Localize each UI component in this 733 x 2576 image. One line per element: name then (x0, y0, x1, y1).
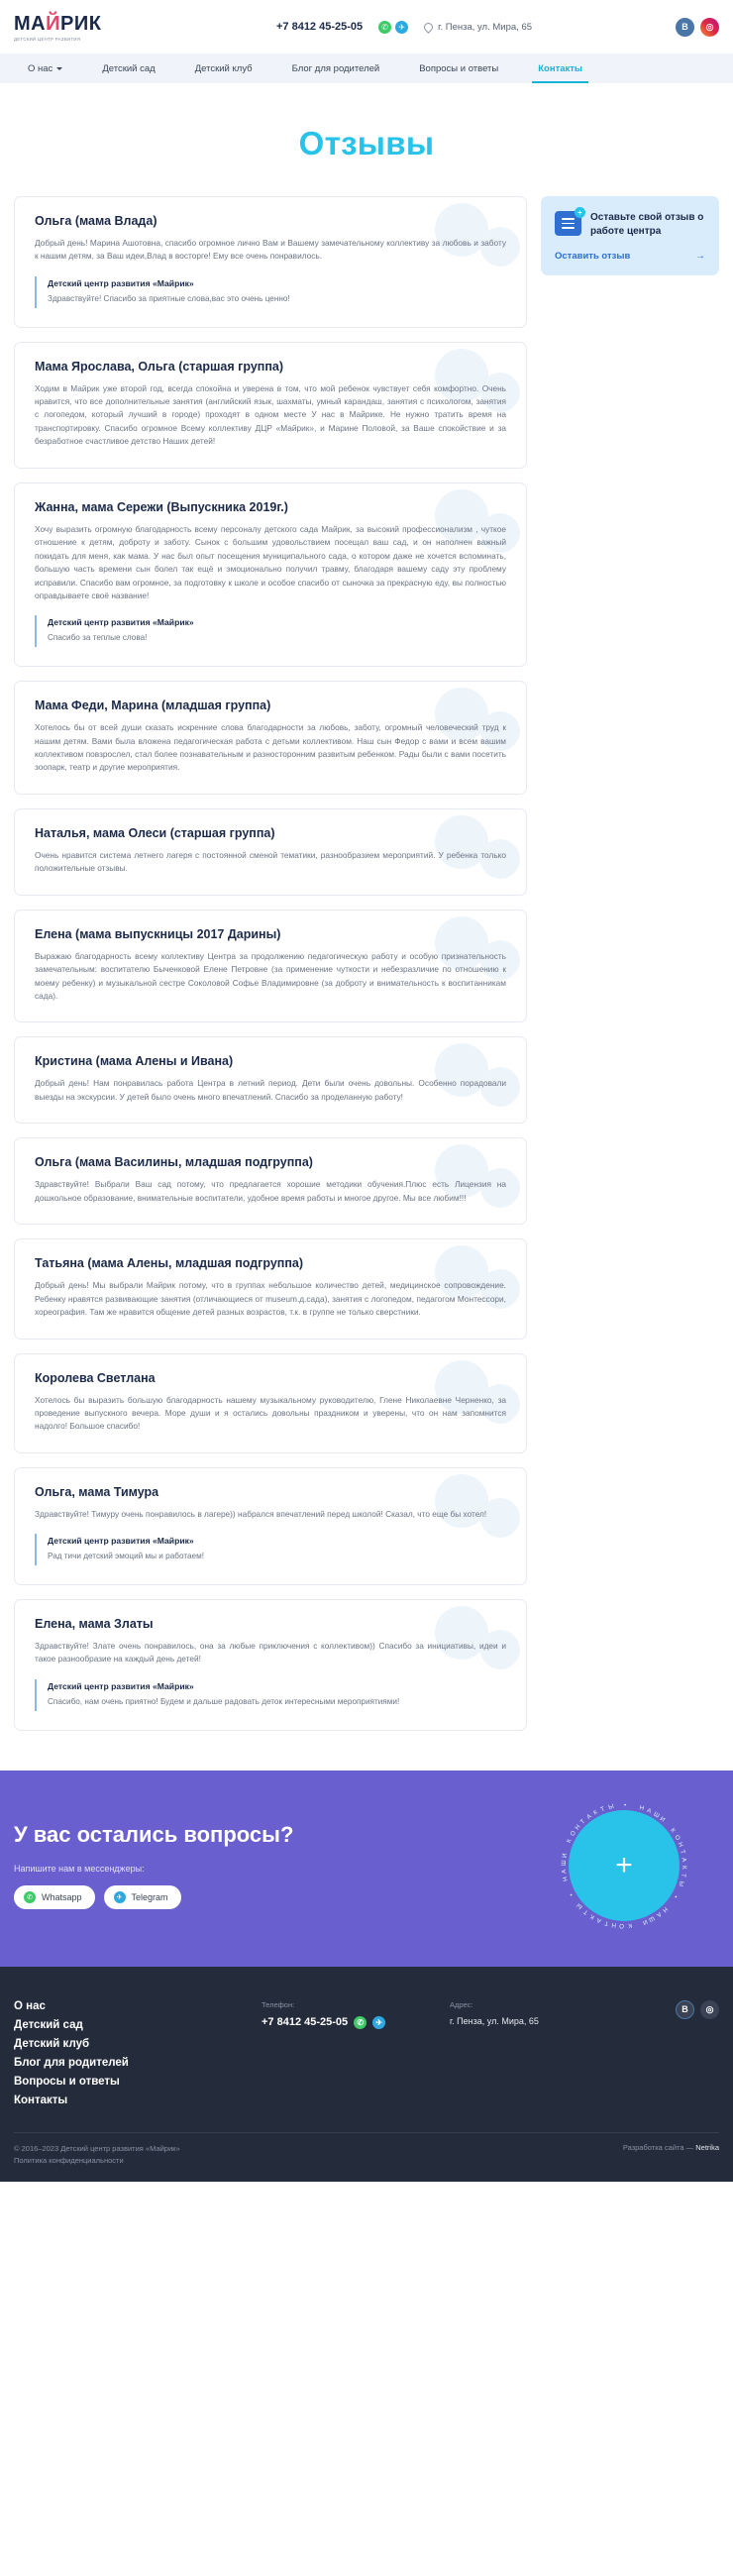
header-social (676, 18, 719, 37)
messenger-button-label: Telegram (131, 1891, 168, 1902)
ring-char: Т (581, 1907, 590, 1916)
review-text: Добрый день! Марина Ашотовна, спасибо огромное лично Вам и Вашему замечательному коллективу за любовь и заботу к нашим детям, за Ваш идеи,Влад в восторге! Ему все очень понравилось. (35, 238, 506, 262)
chevron-down-icon (56, 67, 62, 70)
review-card (14, 1353, 527, 1453)
footer-address-block (450, 2000, 676, 2026)
review-text: Хотелось бы от всей души сказать искренние слова благодарности за любовь, заботу, огромный человеческий труд к нашим детям. Вами была вложена педагогическая работа с детьми коллективом. Наш сын Федор с вами и всем вашим коллективом повзрослел, стал более познавательным и разносторонним развитым ребенком. Рады были с вами посетить зоопарк, театр и другие мероприятия. (35, 722, 506, 773)
ring-char: И (658, 1814, 667, 1824)
nav-item-label: Детский клуб (194, 62, 253, 74)
ring-char: О (618, 1921, 624, 1929)
nav-item-2[interactable] (175, 54, 272, 83)
review-reply (35, 276, 506, 308)
ring-char: О (569, 1829, 578, 1838)
telegram-icon[interactable]: ✈ (372, 2016, 385, 2029)
reply-text: Здравствуйте! Спасибо за приятные слова,ваc это очень ценно! (48, 293, 290, 303)
review-text: Очень нравится система летнего лагеря с постоянной сменой тематики, разнообразием мероприятий. У ребенка только положительные отзывы. (35, 849, 506, 874)
review-author: Королева Светлана (35, 1370, 156, 1385)
review-card (14, 808, 527, 896)
review-text: Хочу выразить огромную благодарность всему персоналу детского сада Майрик, за высокий профессионализм , чуткое отношение к детям, доброту и заботу. Сынок с большим удовольствием посещал ваш сад, и он наполнен важный покидать для меня, как мама. У нас был опыт посещения муниципального сада, о котором даже не хочется вспоминать, большую часть времени сын болел так ещё и эмоционально получил травму, благодаря вашему саду эту проблему исправили. Спасибо вам огромное, за подготовку к школе и особое спасибо от сыночка за прекрасную еду, вы полностью оправдываете своё название! (35, 523, 506, 600)
nav-item-1[interactable] (82, 54, 174, 83)
content-area (0, 196, 733, 1771)
ring-char: Н (638, 1803, 646, 1812)
ring-char: Т (578, 1817, 587, 1826)
footer-divider (14, 2132, 719, 2133)
reply-text: Спасибо, нам очень приятно! Будем и дальше радовать деток интересными мероприятиями! (48, 1696, 400, 1706)
nav-item-label: Блог для родителей (291, 62, 380, 74)
review-author: Ольга (мама Влада) (35, 214, 157, 228)
ring-char: А (560, 1868, 569, 1874)
review-card (14, 681, 527, 795)
review-author: Жанна, мама Сережи (Выпускника 2019г.) (35, 499, 288, 514)
footer-phone[interactable] (262, 2016, 450, 2029)
ring-char: Н (660, 1904, 670, 1914)
footer-social (676, 2000, 719, 2019)
leave-review-title: Оставьте свой отзыв о работе центра (590, 212, 704, 237)
ring-char: • (568, 1890, 576, 1897)
footer-developer (623, 2143, 719, 2152)
review-card (14, 910, 527, 1023)
vk-icon[interactable]: В (676, 18, 694, 37)
logo-subtitle: ДЕТСКИЙ ЦЕНТР РАЗВИТИЯ (14, 36, 81, 42)
nav-item-label: Детский сад (102, 62, 156, 74)
questions-section (0, 1771, 733, 1967)
page-title: Отзывы (298, 125, 435, 161)
footer-address: г. Пенза, ул. Мира, 65 (450, 2015, 539, 2026)
footer-nav-item-3[interactable]: Блог для родителей (14, 2056, 129, 2069)
ring-char: Т (679, 1873, 687, 1878)
reply-author: Детский центр развития «Майрик» (48, 1680, 194, 1691)
header-address (424, 22, 532, 33)
reply-author: Детский центр развития «Майрик» (48, 277, 194, 288)
header-address-text: г. Пенза, ул. Мира, 65 (438, 21, 533, 33)
ring-char: И (561, 1852, 570, 1859)
questions-title: У вас остались вопросы? (14, 1821, 294, 1847)
footer-phone-label: Телефон: (262, 1999, 295, 2009)
developer-label: Разработка сайта — (622, 2142, 694, 2152)
review-author: Татьяна (мама Алены, младшая подгруппа) (35, 1256, 303, 1271)
review-reply (35, 1534, 506, 1565)
plus-icon: + (575, 207, 585, 218)
ring-char: Ш (561, 1859, 568, 1866)
ring-char: И (641, 1917, 649, 1926)
leave-review-card (541, 196, 719, 275)
ring-char: О (673, 1833, 682, 1842)
nav-item-label: О нас (28, 62, 53, 74)
review-card (14, 483, 527, 667)
review-card (14, 342, 527, 469)
ring-char: Ш (647, 1913, 656, 1924)
questions-text-block (14, 1822, 569, 1909)
ring-char: К (565, 1837, 574, 1844)
arrow-right-icon: → (695, 251, 705, 262)
review-text: Хотелось бы выразить большую благодарность нашему музыкальному руководителю, Глене Николаевне Черненко, за проведение выпускного вечера. Море души и я остались довольны праздником и уверены, что он нам запомнится надолго! Большое спасибо! (35, 1394, 506, 1432)
ring-char: Н (610, 1920, 617, 1929)
questions-subtitle: Напишите нам в мессенджеры: (14, 1863, 145, 1874)
ring-char: Т (599, 1804, 607, 1813)
reply-text: Рад тичи детский эмоций мы и работаем! (48, 1552, 204, 1561)
instagram-icon[interactable]: ◎ (700, 18, 719, 37)
leave-review-label: Оставить отзыв (555, 251, 631, 262)
nav-item-4[interactable] (399, 54, 518, 83)
review-author: Елена (мама выпускницы 2017 Дарины) (35, 926, 281, 941)
review-card (14, 1467, 527, 1585)
developer-name[interactable]: Netrika (695, 2142, 719, 2152)
header-contacts (133, 21, 676, 34)
logo-text: МАЙРИК (14, 12, 102, 35)
review-card (14, 1599, 527, 1731)
messenger-button-telegram[interactable] (104, 1885, 181, 1909)
privacy-policy-link[interactable]: Политика конфиденциальности (14, 2156, 124, 2166)
nav-item-0[interactable] (14, 54, 82, 83)
ring-char: К (669, 1826, 678, 1835)
whatsapp-icon[interactable]: ✆ (378, 21, 391, 34)
header-phone[interactable]: +7 8412 45-25-05 (275, 21, 364, 33)
nav-item-5[interactable] (518, 54, 602, 83)
ring-char: А (655, 1909, 663, 1919)
footer-nav-item-5[interactable]: Контакты (14, 2093, 68, 2106)
review-author: Мама Феди, Марина (младшая группа) (35, 698, 271, 713)
main-navigation (0, 54, 733, 83)
nav-item-3[interactable] (272, 54, 400, 83)
plus-big-icon: + (615, 1848, 633, 1881)
ring-char: Н (561, 1875, 570, 1882)
ring-char: К (592, 1808, 599, 1817)
ring-char: Ы (677, 1879, 685, 1887)
ring-char: К (588, 1911, 596, 1920)
ring-char: Н (574, 1822, 582, 1831)
review-card (14, 1137, 527, 1225)
whatsapp-icon[interactable]: ✆ (354, 2016, 366, 2029)
reply-text: Спасибо за теплые слова! (48, 633, 148, 643)
review-text: Добрый день! Мы выбрали Майрик потому, что в группах небольшое количество детей, медицинское сопровождение. Ребенку нравятся развивающие занятия (отличающиеся от museum.д.сада), занятия с логопедом, педагогом Монтессори, хореография. Там же нравится общение детей разных возрастов, т.к. в группе не только сверстники. (35, 1280, 506, 1318)
messenger-button-whatsapp[interactable] (14, 1885, 95, 1909)
ring-char: А (595, 1915, 603, 1924)
ring-char: А (585, 1812, 593, 1821)
footer-copyright: © 2016–2023 Детский центр развития «Майрик» (14, 2143, 180, 2153)
whatsapp-icon: ✆ (24, 1891, 36, 1903)
telegram-icon[interactable]: ✈ (395, 21, 408, 34)
review-reply (35, 1679, 506, 1711)
ring-char: Н (676, 1841, 684, 1849)
leave-review-button[interactable] (555, 251, 705, 262)
top-bar (0, 0, 733, 54)
footer-phone-text: +7 8412 45-25-05 (262, 2016, 349, 2029)
review-author: Ольга (мама Василины, младшая подгруппа) (35, 1155, 313, 1170)
review-reply (35, 615, 506, 647)
ring-char: Ш (652, 1810, 662, 1820)
footer-address-label: Адрес: (450, 1999, 473, 2009)
review-author: Наталья, мама Олеси (старшая группа) (35, 825, 275, 840)
footer-phone-block (262, 2000, 450, 2029)
review-text: Добрый день! Нам понравилась работа Центра в летний период. Дети были очень довольны. Особенно порадовали выезды на экскурсии. У детей было очень много впечатлений. Спасибо за проделанную работу! (35, 1078, 506, 1102)
footer-navigation (14, 2000, 262, 2106)
review-text: Выражаю благодарность всему коллективу Центра за продолжению педагогическую работу и особую признательность замечательным: воспитателю Быченковой Елене Петровне (за применение чуткости и небезразличие по отношению к моему ребенку) и музыкальной сестре Соколовой Софье Владимировне (за доброту и внимательность к воспитанникам сада). (35, 950, 506, 1002)
review-text: Здравствуйте! Злате очень понравилось, она за любые приключения с коллективом)) Спасибо за инициативы, идеи и такое разнообразие на каждый день детей! (35, 1640, 506, 1664)
footer-nav-item-0[interactable]: О нас (14, 1999, 46, 2012)
footer-nav-item-2[interactable]: Детский клуб (14, 2037, 90, 2050)
location-pin-icon (422, 21, 435, 34)
ring-char: Ы (607, 1802, 615, 1811)
review-author: Ольга, мама Тимура (35, 1484, 159, 1499)
site-footer (0, 1967, 733, 2183)
ring-char: К (627, 1921, 633, 1929)
review-card (14, 1238, 527, 1339)
reply-author: Детский центр развития «Майрик» (48, 617, 194, 628)
footer-nav-item-4[interactable]: Вопросы и ответы (14, 2075, 120, 2088)
review-card (14, 196, 527, 328)
messenger-buttons (14, 1885, 569, 1909)
instagram-icon[interactable]: ◎ (700, 2000, 719, 2019)
header-messengers (378, 21, 408, 34)
contacts-ring-text (561, 1802, 687, 1929)
contacts-circle-button[interactable] (560, 1801, 688, 1929)
review-author: Кристина (мама Алены и Ивана) (35, 1054, 234, 1069)
footer-nav-item-1[interactable]: Детский сад (14, 2018, 83, 2031)
ring-char: А (680, 1857, 688, 1863)
review-text: Здравствуйте! Тимуру очень понравилось в лагере)) набралcя впечатлений перед школой! Сказал, что еще бы хотел! (35, 1508, 487, 1519)
review-badge-icon (555, 208, 582, 236)
ring-char: К (681, 1865, 687, 1870)
reply-author: Детский центр развития «Майрик» (48, 1536, 194, 1547)
nav-item-label: Вопросы и ответы (419, 62, 499, 74)
telegram-icon: ✈ (114, 1891, 126, 1903)
review-card (14, 1036, 527, 1124)
ring-char: Т (603, 1918, 610, 1927)
vk-icon[interactable]: В (676, 2000, 694, 2019)
review-author: Елена, мама Златы (35, 1616, 154, 1631)
site-logo[interactable] (14, 13, 133, 42)
messenger-button-label: Whatsapp (42, 1891, 82, 1902)
reviews-list (14, 196, 527, 1731)
ring-char: А (645, 1806, 653, 1815)
review-text: Ходим в Майрик уже второй год, всегда спокойна и уверена в том, что мой ребенок чувствует себя комфортно. Очень нравится, что все дополнительные занятия (английский язык, шахматы, умный карандаш, занятия с психологом, занятия с логопедом, который лучший в городе) проходят в одном месте У нас в Майрике. Не нужно тратить время на транспортировку. Спасибо огромное Всему коллективу ДЦР «Майрик», и Марине Половой, за Ваше спокойствие и за безработное счастливое детство Наших детей! (35, 382, 506, 447)
ring-char: Т (679, 1848, 686, 1855)
ring-char: • (672, 1893, 680, 1899)
ring-char: • (624, 1801, 627, 1809)
ring-char: Ы (575, 1900, 584, 1910)
nav-item-label: Контакты (538, 62, 583, 74)
review-text: Здравствуйте! Выбрали Ваш сад потому, что предлагается хорошие методики обучения.Плюс есть Лицензия на дошкольное образование, внимательные воспитатели, удобное время работы и многое другое. Мы все любим!!! (35, 1179, 506, 1203)
review-author: Мама Ярослава, Ольга (старшая группа) (35, 359, 283, 374)
